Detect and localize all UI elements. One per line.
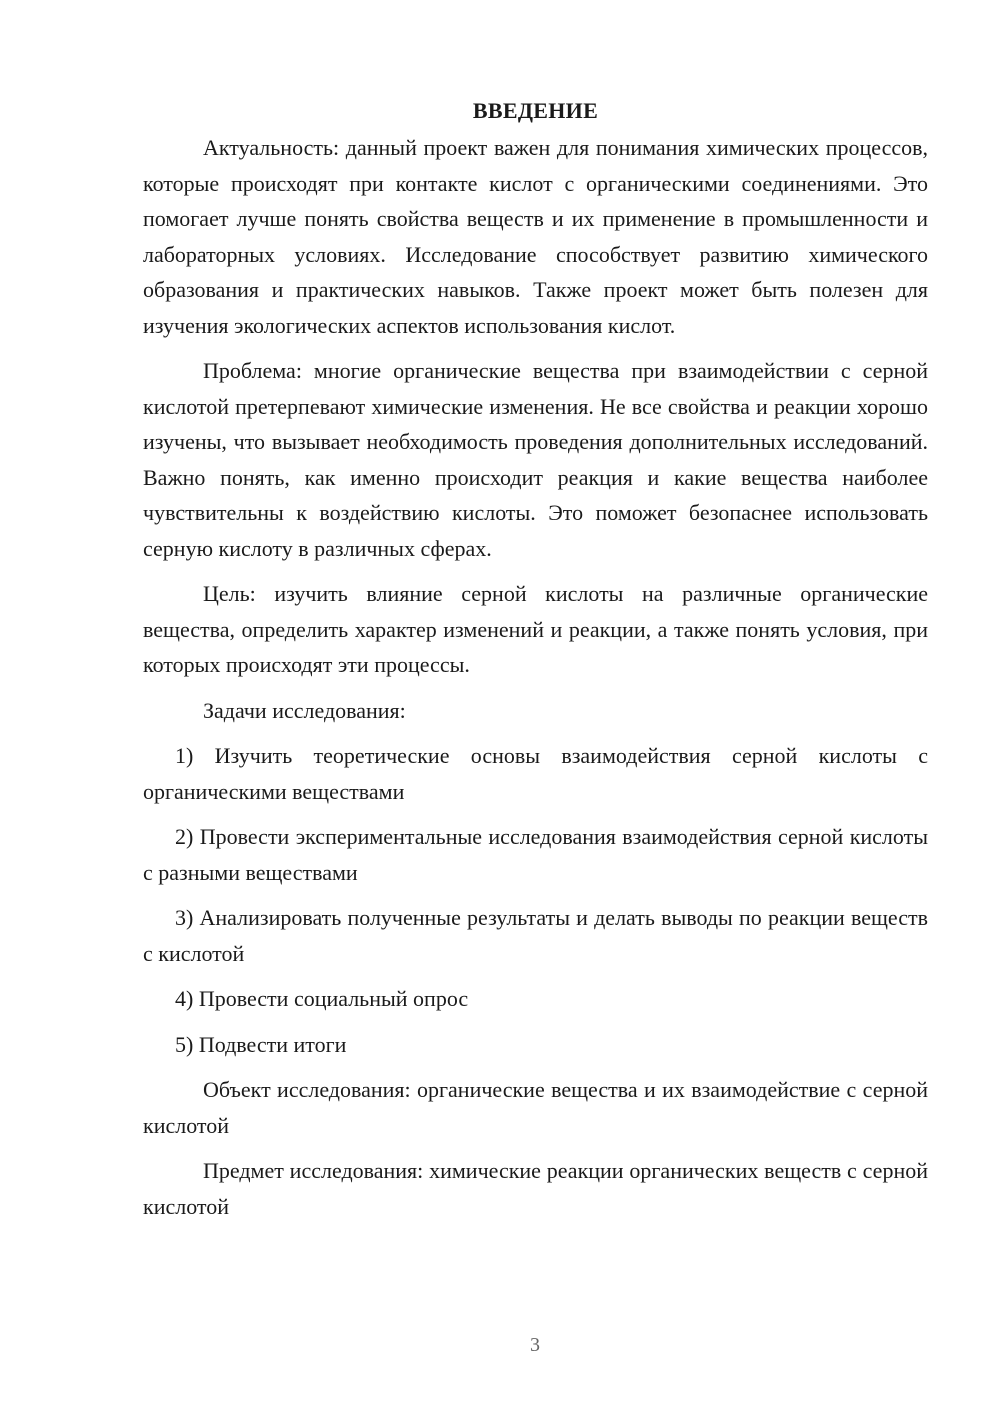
goal-paragraph: Цель: изучить влияние серной кислоты на различные органические вещества, определить характер изменений и реакции, а также понять условия, при которых происходят эти процессы.: [143, 581, 928, 677]
task-item: 5) Подвести итоги: [175, 1031, 347, 1057]
object-paragraph: Объект исследования: органические вещества и их взаимодействие с серной кислотой: [143, 1077, 928, 1138]
problem-paragraph: Проблема: многие органические вещества при взаимодействии с серной кислотой претерпевают химические изменения. Не все свойства и реакции хорошо изучены, что вызывает необходимость проведения дополнительных исследований. Важно понять, как именно происходит реакция и какие вещества наиболее чувствительны к воздействию кислоты. Это поможет безопаснее использовать серную кислоту в различных сферах.: [143, 358, 928, 561]
task-item: 3) Анализировать полученные результаты и делать выводы по реакции веществ с кислотой: [143, 905, 928, 966]
subject-paragraph: Предмет исследования: химические реакции органических веществ с серной кислотой: [143, 1158, 928, 1219]
page-number: 3: [530, 1334, 540, 1356]
task-item: 2) Провести экспериментальные исследования взаимодействия серной кислоты с разными веществами: [143, 824, 928, 885]
task-item: 1) Изучить теоретические основы взаимодействия серной кислоты с органическими веществами: [143, 743, 928, 804]
task-item: 4) Провести социальный опрос: [175, 986, 469, 1011]
section-heading: ВВЕДЕНИЕ: [472, 98, 599, 123]
document-page: [143, 96, 928, 1234]
relevance-paragraph: Актуальность: данный проект важен для понимания химических процессов, которые происходят при контакте кислот с органическими соединениями. Это помогает лучше понять свойства веществ и их применение в промышленности и лабораторных условиях. Исследование способствует развитию химического образования и практических навыков. Также проект может быть полезен для изучения экологических аспектов использования кислот.: [143, 135, 928, 338]
tasks-title: Задачи исследования:: [203, 697, 406, 723]
